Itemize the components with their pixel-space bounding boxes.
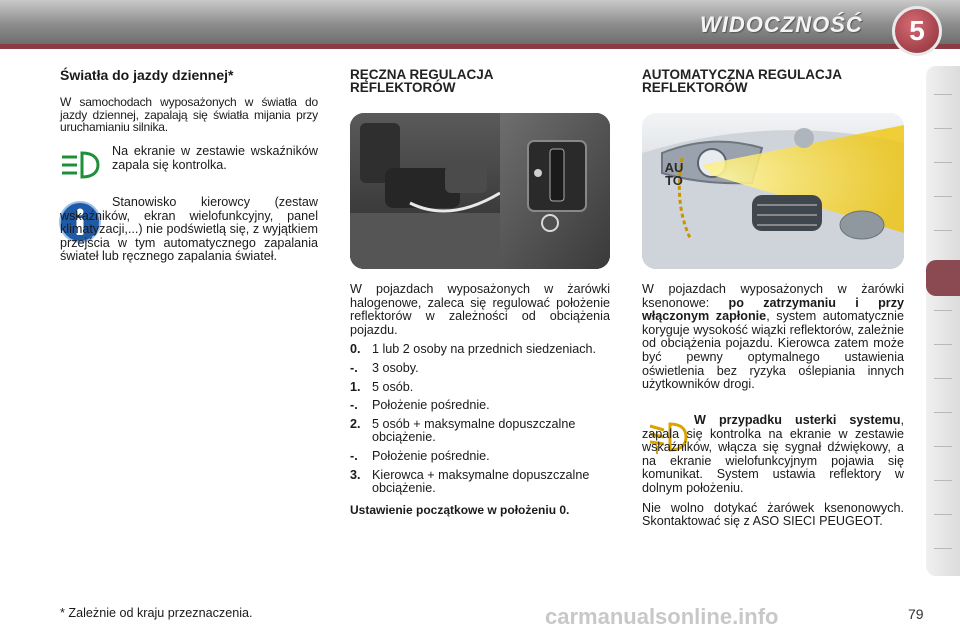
list-item-value: 5 osób + maksymalne dopuszczalne obciążenie. (372, 416, 576, 445)
side-tab-divider (934, 480, 952, 481)
side-tab-divider (934, 378, 952, 379)
list-item (350, 450, 610, 464)
info-note-text: Stanowisko kierowcy (zestaw wskaźników, ekran wielofunkcyjny, panel klimatyzacji,...) nie podświetlą się, z wyjątkiem przejścia w tym automatycznego zapalania świateł lub ręcznego zapalania świateł. (60, 195, 318, 264)
list-item-key: 0. (350, 342, 361, 357)
side-tab-divider (934, 446, 952, 447)
footnote: * Zależnie od kraju przeznaczenia. (60, 606, 253, 620)
list-item-key: -. (350, 448, 358, 463)
list-item-key: 1. (350, 379, 361, 394)
auto-adjustment-intro (642, 283, 904, 392)
list-item (350, 381, 610, 395)
manual-adjustment-body (350, 283, 610, 523)
section-title-manual-line1: RĘCZNA REGULACJA (350, 67, 494, 82)
section-title-daytime-lights: Światła do jazdy dziennej* (60, 67, 234, 83)
list-item-value: 1 lub 2 osoby na przednich siedzeniach. (372, 342, 597, 357)
list-item (350, 362, 610, 376)
lamp-indicator-text: Na ekranie w zestawie wskaźników zapala się kontrolka. (112, 144, 318, 172)
initial-position-note: Ustawienie początkowe w położeniu 0. (350, 502, 570, 517)
list-item-value: Położenie pośrednie. (372, 448, 490, 463)
list-item-value: Położenie pośrednie. (372, 398, 490, 413)
info-note-block (60, 196, 318, 270)
chapter-side-tabs (926, 66, 960, 576)
side-tab-divider (934, 94, 952, 95)
side-tab-divider (934, 162, 952, 163)
list-item-key: 2. (350, 416, 361, 431)
load-position-list (350, 343, 610, 495)
auto-intro-part2: , system automatycznie koryguje wysokość wiązki reflektorów, zależnie od obciążenia pojazdu. Kierowca zatem może być pewny optymalnego ustawienia oświetlenia bez ryzyka oślepiania innych użytkowników drogi. (642, 309, 904, 392)
list-item-key: 3. (350, 467, 361, 482)
headlamp-indicator-icon (58, 148, 104, 182)
list-item (350, 343, 610, 357)
column-manual-adjustment (350, 68, 610, 94)
side-tab-divider (934, 128, 952, 129)
chapter-title: WIDOCZNOŚĆ (700, 12, 863, 37)
list-item (350, 418, 610, 445)
column-automatic-adjustment (642, 68, 904, 94)
side-tab-divider (934, 230, 952, 231)
watermark: carmanualsonline.info (545, 604, 779, 629)
list-item-value: 3 osoby. (372, 360, 419, 375)
section-title-manual-line2: REFLEKTORÓW (350, 80, 456, 95)
system-fault-block (642, 414, 904, 535)
side-tab-active-chapter (926, 260, 960, 296)
side-tab-divider (934, 310, 952, 311)
column-daytime-lights (60, 68, 318, 140)
side-tab-divider (934, 344, 952, 345)
page-number: 79 (908, 606, 924, 622)
auto-adjustment-body (642, 283, 904, 398)
list-item (350, 399, 610, 413)
side-tab-divider (934, 412, 952, 413)
dashboard-control-photo (350, 113, 610, 269)
system-fault-text (642, 414, 904, 496)
car-headlight-photo (642, 113, 904, 269)
list-item-value: 5 osób. (372, 379, 414, 394)
page-header (0, 0, 960, 52)
system-fault-body: , zapala się kontrolka na ekranie w zestawie wskaźników, włącza się sygnał dźwiękowy, a na ekranie wielofunkcyjnym pojawia się komunikat. System ustawia reflektory w dolnym położeniu. (642, 413, 904, 495)
lamp-indicator-note (112, 145, 318, 178)
daytime-lights-intro: W samochodach wyposażonych w światła do jazdy dziennej, zapalają się światła mijania przy uruchamianiu silnika. (60, 95, 318, 134)
auto-label: AUTO (664, 160, 684, 188)
list-item (350, 469, 610, 496)
auto-intro-part1: W pojazdach wyposażonych w żarówki ksenonowe: (642, 282, 904, 310)
side-tab-divider (934, 514, 952, 515)
xenon-warning-text: Nie wolno dotykać żarówek ksenonowych. Skontaktować się z ASO SIECI PEUGEOT. (642, 500, 904, 529)
list-item-value: Kierowca + maksymalne dopuszczalne obciążenie. (372, 467, 590, 496)
manual-adjustment-intro: W pojazdach wyposażonych w żarówki halogenowe, zaleca się regulować położenie reflektorów w zależności od obciążenia pojazdu. (350, 282, 610, 337)
list-item-key: -. (350, 398, 358, 413)
chapter-number-badge: 5 (892, 6, 942, 56)
side-tab-divider (934, 196, 952, 197)
section-title-auto-line2: REFLEKTORÓW (642, 80, 748, 95)
system-fault-bold: W przypadku usterki systemu (694, 413, 901, 427)
section-title-auto-line1: AUTOMATYCZNA REGULACJA (642, 67, 842, 82)
list-item-key: -. (350, 360, 358, 375)
header-accent-line (0, 44, 960, 49)
side-tab-divider (934, 548, 952, 549)
auto-intro-bold: po zatrzymaniu i przy włączonym zapłonie (642, 295, 904, 324)
